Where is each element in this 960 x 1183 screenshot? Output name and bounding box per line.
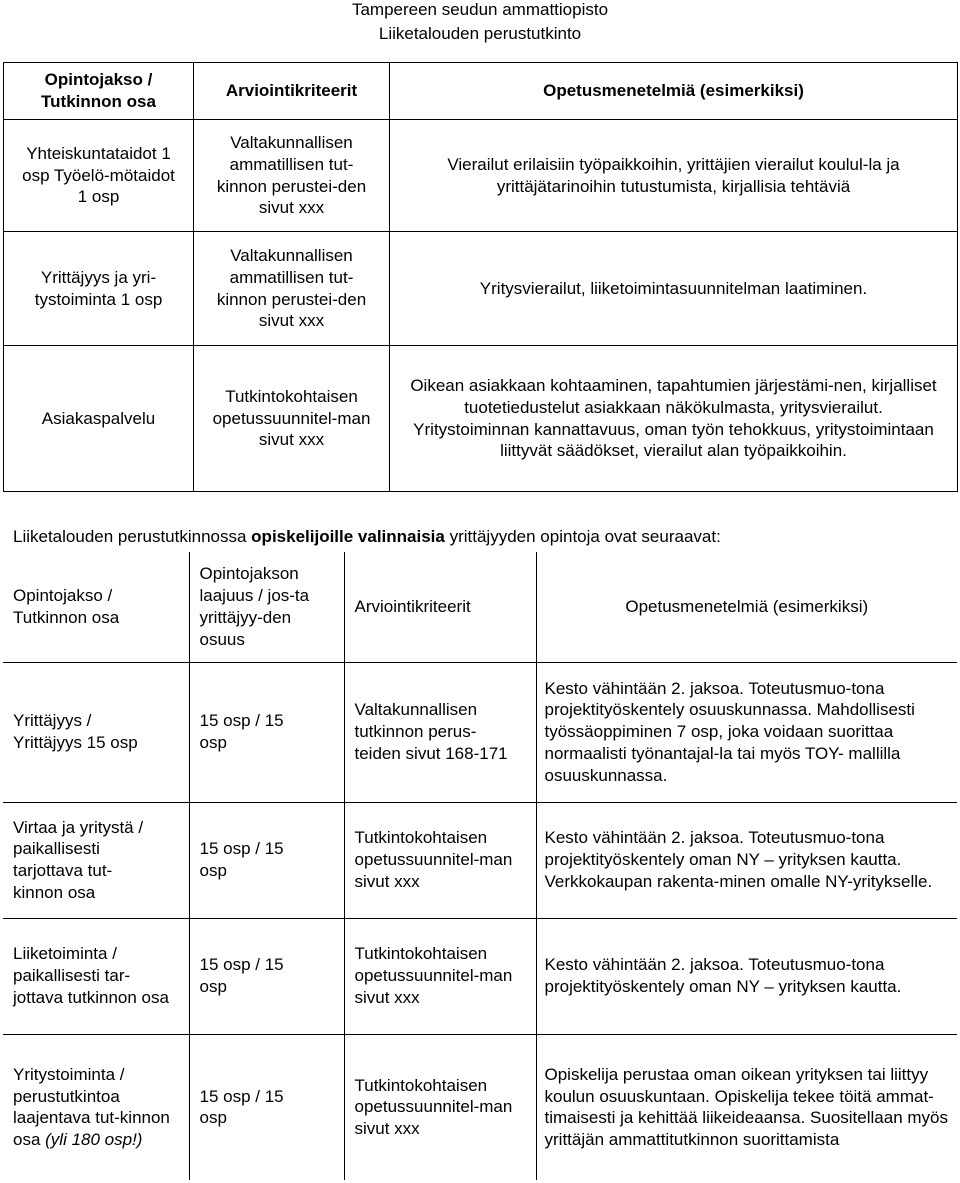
intro-text-start: Liiketalouden perustutkinnossa	[13, 527, 252, 546]
methods-cell: Kesto vähintään 2. jaksoa. Toteutusmuo-tona projektityöskentely osuuskunnassa. Mahdollisesti työssäoppiminen 7 osp, joka voidaan suorittaa normaalisti työnantajal-la tai myös TOY- mallilla osuuskunnassa.	[536, 662, 957, 802]
elective-courses-table	[3, 552, 957, 1180]
table-row	[3, 1034, 957, 1180]
header-scope: Opintojakson laajuus / jos-ta yrittäjyy-den osuus	[189, 552, 344, 662]
intro-text-end: yrittäjyyden opintoja ovat seuraavat:	[444, 527, 721, 546]
course-text: Yritystoiminta / perustutkintoa laajentava tut-kinnon osa	[13, 1064, 170, 1149]
criteria-cell: Tutkintokohtaisen opetussuunnitel-man sivut xxx	[344, 1034, 536, 1180]
scope-cell: 15 osp / 15 osp	[189, 1034, 344, 1180]
intro-text-bold: opiskelijoille valinnaisia	[251, 527, 445, 546]
school-name: Tampereen seudun ammattiopisto	[351, 0, 609, 19]
methods-cell: Vierailut erilaisiin työpaikkoihin, yrittäjien vierailut koulul-la ja yrittäjätarinoihin tutustumista, kirjallisia tehtäviä	[390, 120, 958, 232]
header-criteria: Arviointikriteerit	[344, 552, 536, 662]
electives-intro	[13, 526, 953, 548]
criteria-cell: Valtakunnallisen ammatillisen tut-kinnon perustei-den sivut xxx	[194, 120, 390, 232]
criteria-cell: Valtakunnallisen tutkinnon perus-teiden sivut 168-171	[344, 662, 536, 802]
course-cell: Yrittäjyys ja yri-tystoiminta 1 osp	[4, 232, 194, 346]
criteria-cell: Valtakunnallisen ammatillisen tut-kinnon perustei-den sivut xxx	[194, 232, 390, 346]
scope-cell: 15 osp / 15 osp	[189, 662, 344, 802]
methods-cell: Kesto vähintään 2. jaksoa. Toteutusmuo-tona projektityöskentely oman NY – yrityksen kautta. Verkkokaupan rakenta-minen omalle NY-yritykselle.	[536, 802, 957, 918]
course-cell: Yhteiskuntataidot 1 osp Työelö-mötaidot 1 osp	[4, 120, 194, 232]
methods-cell: Opiskelija perustaa oman oikean yrityksen tai liittyy koulun osuuskuntaan. Opiskelija tekee töitä ammat-timaisesti ja kehittää liikeideaansa. Suositellaan myös yrittäjän ammattitutkinnon suorittamista	[536, 1034, 957, 1180]
table-row	[3, 918, 957, 1034]
header-methods: Opetusmenetelmiä (esimerkiksi)	[390, 63, 958, 120]
course-cell: Yrittäjyys / Yrittäjyys 15 osp	[3, 662, 189, 802]
table-row	[4, 120, 958, 232]
criteria-cell: Tutkintokohtaisen opetussuunnitel-man sivut xxx	[194, 346, 390, 492]
degree-name: Liiketalouden perustutkinto	[378, 24, 582, 43]
header-course: Opintojakso / Tutkinnon osa	[4, 63, 194, 120]
criteria-cell: Tutkintokohtaisen opetussuunnitel-man sivut xxx	[344, 802, 536, 918]
course-cell: Asiakaspalvelu	[4, 346, 194, 492]
header-criteria: Arviointikriteerit	[194, 63, 390, 120]
table-row	[3, 802, 957, 918]
course-note: (yli 180 osp!)	[45, 1130, 143, 1149]
methods-cell: Oikean asiakkaan kohtaaminen, tapahtumien järjestämi-nen, kirjalliset tuotetiedustelut asiakkaan näkökulmasta, yritysvierailut. Yritystoiminnan kannattavuus, oman työn tehokkuus, yritystoimintaan liittyvät säädökset, vierailut alan työpaikkoihin.	[390, 346, 958, 492]
table-row	[3, 662, 957, 802]
header-methods: Opetusmenetelmiä (esimerkiksi)	[536, 552, 957, 662]
course-cell	[3, 1034, 189, 1180]
header-course: Opintojakso / Tutkinnon osa	[13, 586, 120, 627]
table-header-row	[3, 552, 957, 662]
scope-cell: 15 osp / 15 osp	[189, 918, 344, 1034]
table-row	[4, 346, 958, 492]
course-cell: Liiketoiminta / paikallisesti tar-jottava tutkinnon osa	[3, 918, 189, 1034]
table-header-row	[4, 63, 958, 120]
general-courses-table	[3, 62, 958, 492]
methods-cell: Yritysvierailut, liiketoimintasuunnitelman laatiminen.	[390, 232, 958, 346]
scope-cell: 15 osp / 15 osp	[189, 802, 344, 918]
criteria-cell: Tutkintokohtaisen opetussuunnitel-man sivut xxx	[344, 918, 536, 1034]
methods-cell: Kesto vähintään 2. jaksoa. Toteutusmuo-tona projektityöskentely oman NY – yrityksen kautta.	[536, 918, 957, 1034]
course-cell: Virtaa ja yritystä / paikallisesti tarjottava tut-kinnon osa	[3, 802, 189, 918]
table-row	[4, 232, 958, 346]
